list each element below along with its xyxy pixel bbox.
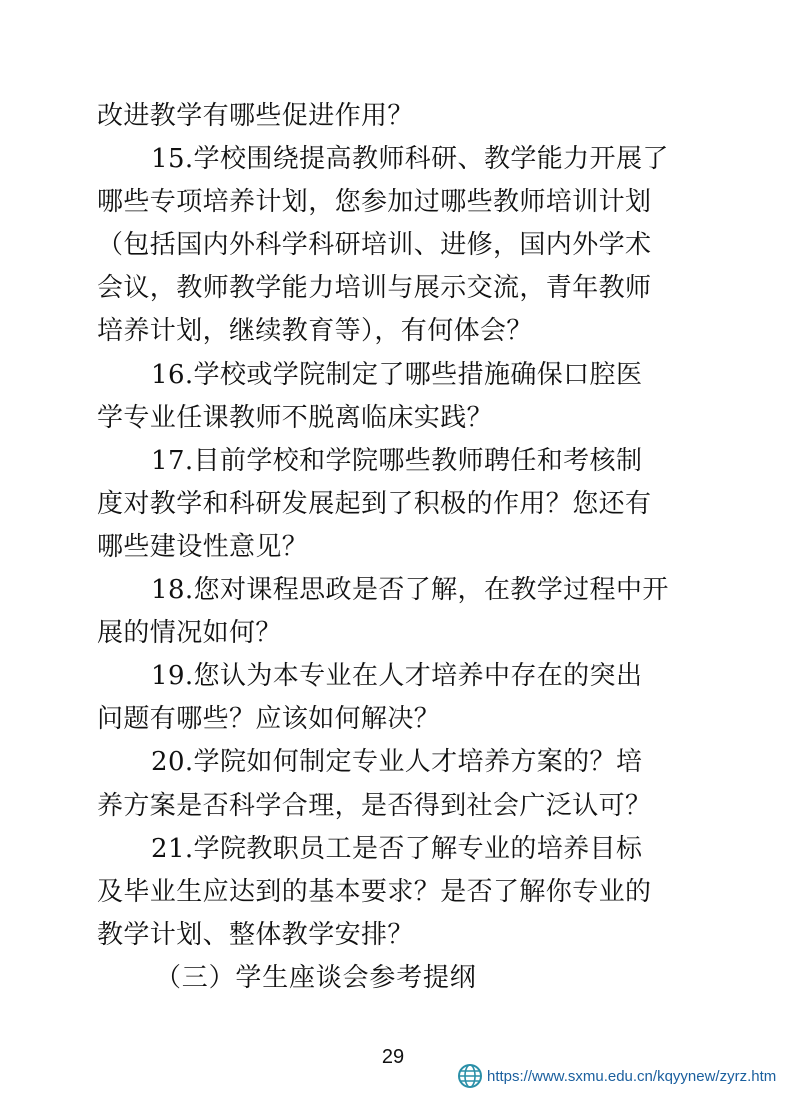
question-17: 17.目前学校和学院哪些教师聘任和考核制 bbox=[151, 445, 643, 476]
footer-url[interactable]: https://www.sxmu.edu.cn/kqyynew/zyrz.htm bbox=[487, 1067, 777, 1085]
text-line: 教学计划、整体教学安排？ bbox=[97, 919, 414, 950]
text-line: 度对教学和科研发展起到了积极的作用？您还有 bbox=[97, 488, 652, 519]
text-line: （包括国内外科学科研培训、进修，国内外学术 bbox=[97, 230, 652, 261]
text-line: 改进教学有哪些促进作用？ bbox=[97, 101, 414, 131]
text-line: 会议，教师教学能力培训与展示交流，青年教师 bbox=[97, 273, 652, 304]
question-16: 16.学校或学院制定了哪些措施确保口腔医 bbox=[151, 359, 643, 390]
text-line: 展的情况如何？ bbox=[97, 618, 282, 649]
text-line: 哪些专项培养计划，您参加过哪些教师培训计划 bbox=[97, 187, 652, 218]
question-21: 21.学院教职员工是否了解专业的培养目标 bbox=[151, 833, 643, 864]
question-20: 20.学院如何制定专业人才培养方案的？培 bbox=[151, 747, 643, 778]
page-number: 29 bbox=[381, 1046, 405, 1068]
globe-icon bbox=[457, 1063, 483, 1089]
text-line: 哪些建设性意见？ bbox=[97, 531, 309, 562]
section-heading: （三）学生座谈会参考提纲 bbox=[155, 962, 477, 993]
text-line: 培养计划，继续教育等），有何体会？ bbox=[97, 316, 533, 347]
text-line: 养方案是否科学合理，是否得到社会广泛认可？ bbox=[97, 790, 652, 821]
footer-link[interactable] bbox=[457, 1061, 776, 1091]
text-line: 问题有哪些？应该如何解决？ bbox=[97, 704, 441, 735]
question-15: 15.学校围绕提高教师科研、教学能力开展了 bbox=[151, 144, 669, 175]
question-18: 18.您对课程思政是否了解，在教学过程中开 bbox=[151, 575, 669, 606]
question-19: 19.您认为本专业在人才培养中存在的突出 bbox=[151, 661, 643, 692]
text-line: 及毕业生应达到的基本要求？是否了解你专业的 bbox=[97, 876, 652, 907]
body-text bbox=[97, 95, 697, 1000]
text-line: 学专业任课教师不脱离临床实践？ bbox=[97, 402, 494, 433]
